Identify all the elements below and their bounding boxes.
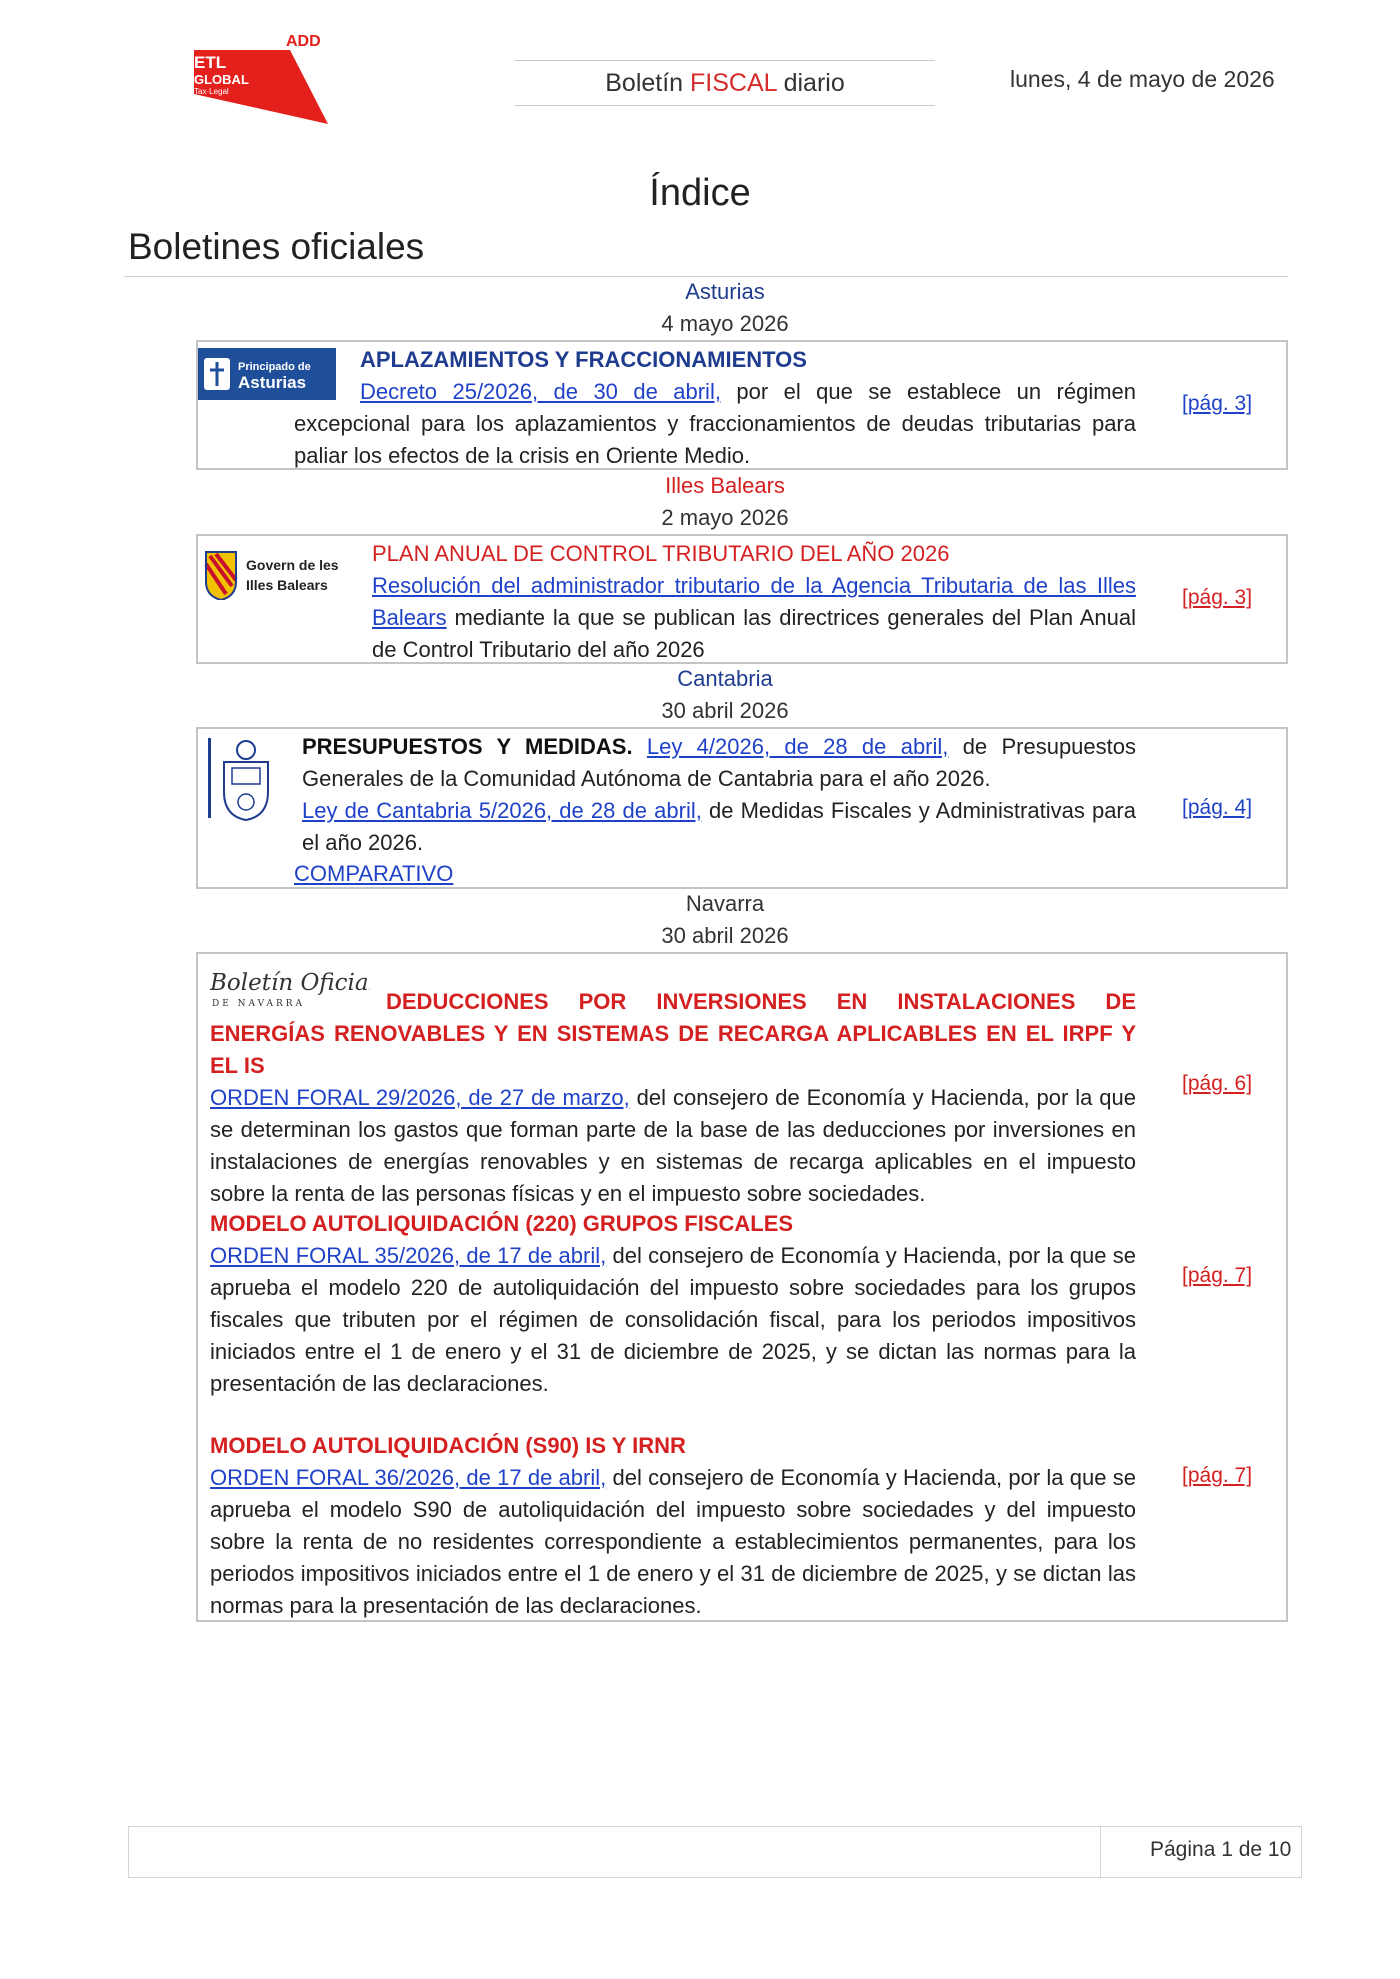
entry-title: MODELO AUTOLIQUIDACIÓN (220) GRUPOS FISCALES — [210, 1211, 794, 1236]
section-title: Boletines oficiales — [128, 226, 425, 267]
page-ref-link[interactable]: [pág. 3] — [1182, 392, 1253, 415]
page-ref-link[interactable]: [pág. 7] — [1182, 1264, 1253, 1287]
page-ref-link[interactable]: [pág. 7] — [1182, 1464, 1253, 1487]
orden-foral-link[interactable]: ORDEN FORAL 35/2026, de 17 de abril, — [210, 1243, 607, 1268]
entry-cantabria-body: PRESUPUESTOS Y MEDIDAS. Ley 4/2026, de 28 de abril, de Presupuestos Generales de la Comunidad Autónoma de Cantabria para el año 2026. Ley de Cantabria 5/2026, de 28 de abril, de Medidas Fiscales y Administrativas para el año 2026. — [302, 734, 1136, 855]
logo-taxlegal-text: Tax·Legal — [194, 87, 229, 96]
svg-text:Asturias: Asturias — [238, 373, 307, 392]
comparativo-link[interactable]: COMPARATIVO — [294, 861, 454, 886]
entry-title: MODELO AUTOLIQUIDACIÓN (S90) IS Y IRNR — [210, 1433, 686, 1458]
page-title: Índice — [649, 172, 751, 214]
logo-add-text: ADD — [286, 33, 321, 50]
orden-foral-link[interactable]: ORDEN FORAL 36/2026, de 17 de abril, — [210, 1465, 607, 1490]
region-navarra: Navarra — [685, 891, 765, 916]
page-ref-link[interactable]: [pág. 3] — [1182, 586, 1253, 609]
orden-foral-link[interactable]: ORDEN FORAL 29/2026, de 27 de marzo, — [210, 1085, 630, 1110]
fiscal-measures-law-link[interactable]: Ley de Cantabria 5/2026, de 28 de abril, — [302, 798, 702, 823]
section-divider — [124, 276, 1288, 277]
logo-global-text: GLOBAL — [194, 72, 249, 87]
footer-divider — [1100, 1826, 1101, 1878]
region-illes-balears: Illes Balears — [665, 473, 785, 498]
region-asturias-date: 4 mayo 2026 — [661, 311, 789, 336]
page-ref-link[interactable]: [pág. 4] — [1182, 796, 1253, 819]
bulletin-title: Boletín FISCAL diario — [515, 60, 935, 106]
navarra-item-2: MODELO AUTOLIQUIDACIÓN (220) GRUPOS FISCALES ORDEN FORAL 35/2026, de 17 de abril, del consejero de Economía y Hacienda, por la que se aprueba el modelo 220 de autoliquidación del impuesto sobre sociedades para los grupos fiscales que tributen por el régimen de consolidación fiscal, para los periodos impositivos iniciados entre el 1 de enero y el 31 de diciembre de 2025, y se dictan las normas para la presentación de las declaraciones. — [210, 1211, 1136, 1396]
region-navarra-date: 30 abril 2026 — [661, 923, 789, 948]
svg-text:Principado de: Principado de — [238, 361, 311, 373]
region-illes-balears-date: 2 mayo 2026 — [661, 505, 789, 530]
page-ref-link[interactable]: [pág. 6] — [1182, 1072, 1253, 1095]
decree-link[interactable]: Decreto 25/2026, de 30 de abril, — [360, 379, 721, 404]
entry-title: DEDUCCIONES POR INVERSIONES EN INSTALACIONES DE ENERGÍAS RENOVABLES Y EN SISTEMAS DE RECARGA APLICABLES EN EL IRPF Y EL IS — [210, 989, 1136, 1078]
region-cantabria-date: 30 abril 2026 — [661, 698, 789, 723]
svg-text:Illes Balears: Illes Balears — [246, 577, 328, 593]
cantabria-coat-of-arms-logo — [206, 736, 272, 822]
etl-global-logo — [186, 30, 328, 124]
entry-title: APLAZAMIENTOS Y FRACCIONAMIENTOS — [360, 347, 807, 372]
navarra-item-1: DEDUCCIONES POR INVERSIONES EN INSTALACIONES DE ENERGÍAS RENOVABLES Y EN SISTEMAS DE RECARGA APLICABLES EN EL IRPF Y EL IS ORDEN FORAL 29/2026, de 27 de marzo, del consejero de Economía y Hacienda, por la que se determinan los gastos que forman parte de la base de las deducciones por inversiones en instalaciones de energías renovables y en sistemas de recarga aplicables en el impuesto sobre la renta de las personas físicas y en el impuesto sobre sociedades. — [210, 989, 1136, 1206]
budget-law-link[interactable]: Ley 4/2026, de 28 de abril, — [646, 734, 949, 759]
page-number: Página 1 de 10 — [1150, 1838, 1292, 1861]
svg-text:DE NAVARRA: DE NAVARRA — [212, 999, 306, 1009]
bulletin-title-accent: FISCAL — [690, 69, 777, 97]
entry-asturias-body: Decreto 25/2026, de 30 de abril, por el que se establece un régimen excepcional para los aplazamientos y fraccionamientos de deudas tributarias para paliar los efectos de la crisis en Oriente Medio. — [294, 379, 1136, 468]
region-cantabria: Cantabria — [677, 666, 773, 691]
svg-text:Govern de les: Govern de les — [246, 557, 339, 573]
entry-title: PLAN ANUAL DE CONTROL TRIBUTARIO DEL AÑO 2026 — [372, 541, 950, 566]
bulletin-date: lunes, 4 de mayo de 2026 — [1010, 66, 1275, 92]
navarra-item-3: MODELO AUTOLIQUIDACIÓN (S90) IS Y IRNR ORDEN FORAL 36/2026, de 17 de abril, del consejero de Economía y Hacienda, por la que se aprueba el modelo S90 de autoliquidación del impuesto sobre sociedades y del impuesto sobre la renta de no residentes correspondiente a establecimientos permanentes, para los periodos impositivos iniciados entre el 1 de enero y el 31 de diciembre de 2025, y se dictan las normas para la presentación de las declaraciones. — [210, 1433, 1136, 1618]
entry-illes-balears-body: Resolución del administrador tributario de la Agencia Tributaria de las Illes Balears mediante la que se publican las directrices generales del Plan Anual de Control Tributario del año 2026 — [372, 573, 1136, 662]
entry-illes-balears-title-line — [372, 538, 1136, 570]
svg-text:Boletín Oficial: Boletín Oficial — [210, 970, 370, 996]
resolution-link[interactable]: Resolución del administrador tributario de la Agencia Tributaria de las Illes Balears — [372, 573, 1136, 630]
footer-box — [128, 1826, 1302, 1878]
entry-asturias-title-line — [360, 344, 1136, 376]
logo-etl-text: ETL — [194, 53, 227, 72]
entry-title: PRESUPUESTOS Y MEDIDAS. — [302, 734, 633, 759]
region-asturias: Asturias — [685, 279, 765, 304]
